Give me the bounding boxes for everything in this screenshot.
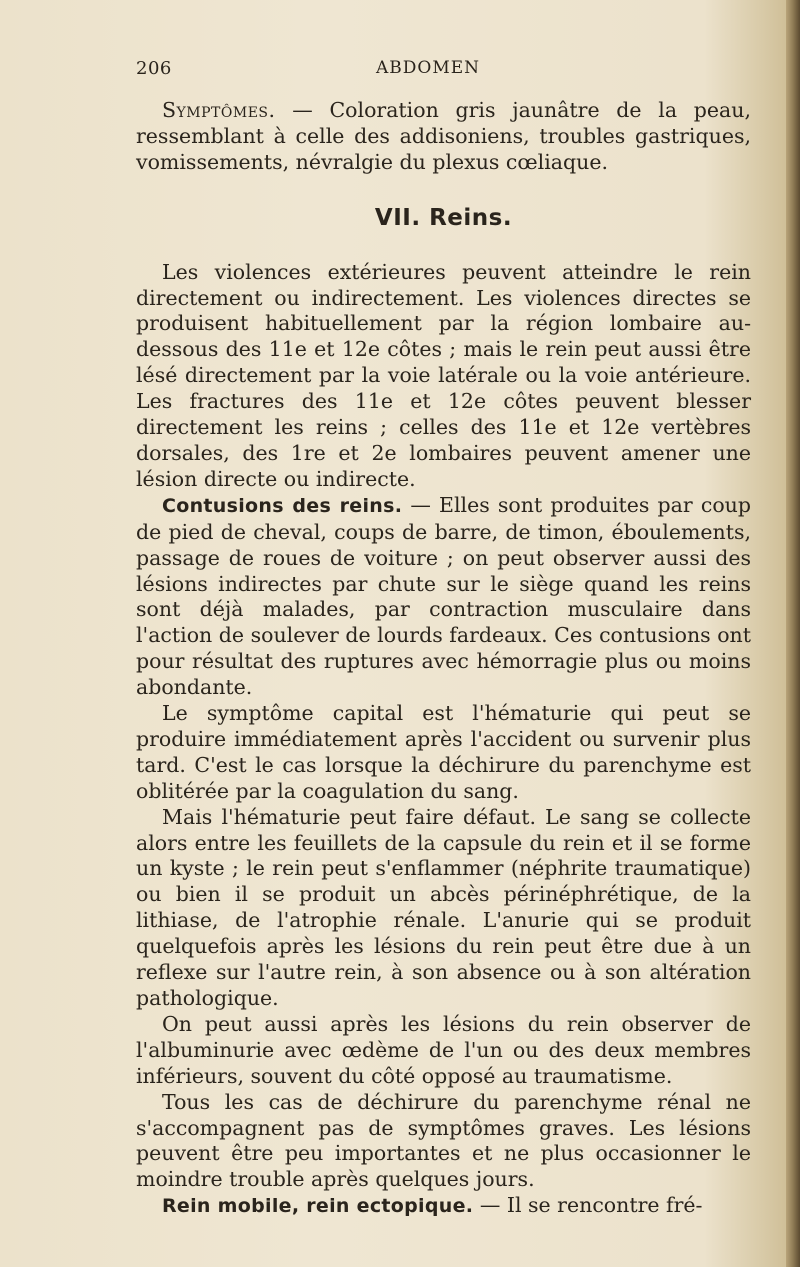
mobile-kidney-text: — Il se rencontre fré- bbox=[473, 1193, 703, 1218]
contusions-heading: Contusions des reins. bbox=[162, 494, 403, 517]
symptoms-paragraph bbox=[136, 98, 751, 176]
symptoms-label: Symptômes. bbox=[162, 98, 276, 122]
page-content bbox=[136, 56, 751, 1220]
page-edge bbox=[786, 0, 800, 1267]
contusions-text: — Elles sont produites par coup de pied de cheval, coups de barre, de timon, éboulements, passage de roues de voiture ; on peut observer aussi des lésions indirectes par chute sur le siège quand les reins sont déjà malades, par contraction musculaire dans l'action de soulever de lourds fardeaux. Ces contusions ont pour résultat des ruptures avec hémorragie plus ou moins abondante. bbox=[136, 492, 751, 700]
symptoms-text: — Coloration gris jaunâtre de la peau, ressemblant à celle des addisoniens, troubles gastriques, vomissements, névralgie du plexus cœliaque. bbox=[136, 98, 751, 174]
albuminuria-paragraph: On peut aussi après les lésions du rein observer de l'albuminurie avec œdème de l'un ou des deux membres inférieurs, souvent du côté opposé au traumatisme. bbox=[136, 1011, 751, 1088]
mild-lesions-paragraph: Tous les cas de déchirure du parenchyme rénal ne s'accompagnent pas de symptômes graves. Les lésions peuvent être peu importantes et ne plus occasionner le moindre trouble après quelques jours. bbox=[136, 1089, 751, 1192]
kyste-paragraph: Mais l'hématurie peut faire défaut. Le sang se collecte alors entre les feuillets de la capsule du rein et il se forme un kyste ; le rein peut s'enflammer (néphrite traumatique) ou bien il se produit un abcès périnéphrétique, de la lithiase, de l'atrophie rénale. L'anurie qui se produit quelquefois après les lésions du rein peut être due à un reflexe sur l'autre rein, à son absence ou à son altération pathologique. bbox=[136, 804, 751, 1010]
page-number: 206 bbox=[136, 58, 172, 79]
intro-paragraph: Les violences extérieures peuvent atteindre le rein directement ou indirectement. Les violences directes se produisent habituellement par la région lombaire au-dessous des 11e et 12e côtes ; mais le rein peut aussi être lésé directement par la voie latérale ou la voie antérieure. Les fractures des 11e et 12e côtes peuvent blesser directement les reins ; celles des 11e et 12e vertèbres dorsales, des 1re et 2e lombaires peuvent amener une lésion directe ou indirecte. bbox=[136, 259, 751, 491]
section-title: VII. Reins. bbox=[374, 204, 513, 231]
mobile-kidney-paragraph bbox=[136, 1193, 751, 1220]
contusions-paragraph bbox=[136, 493, 751, 701]
hematuria-paragraph: Le symptôme capital est l'hématurie qui peut se produire immédiatement après l'accident ou survenir plus tard. C'est le cas lorsque la déchirure du parenchyme est oblitérée par la coagulation du sang. bbox=[136, 701, 751, 803]
running-header bbox=[136, 56, 751, 86]
mobile-kidney-heading: Rein mobile, rein ectopique. bbox=[162, 1195, 474, 1218]
running-title: ABDOMEN bbox=[376, 58, 481, 78]
